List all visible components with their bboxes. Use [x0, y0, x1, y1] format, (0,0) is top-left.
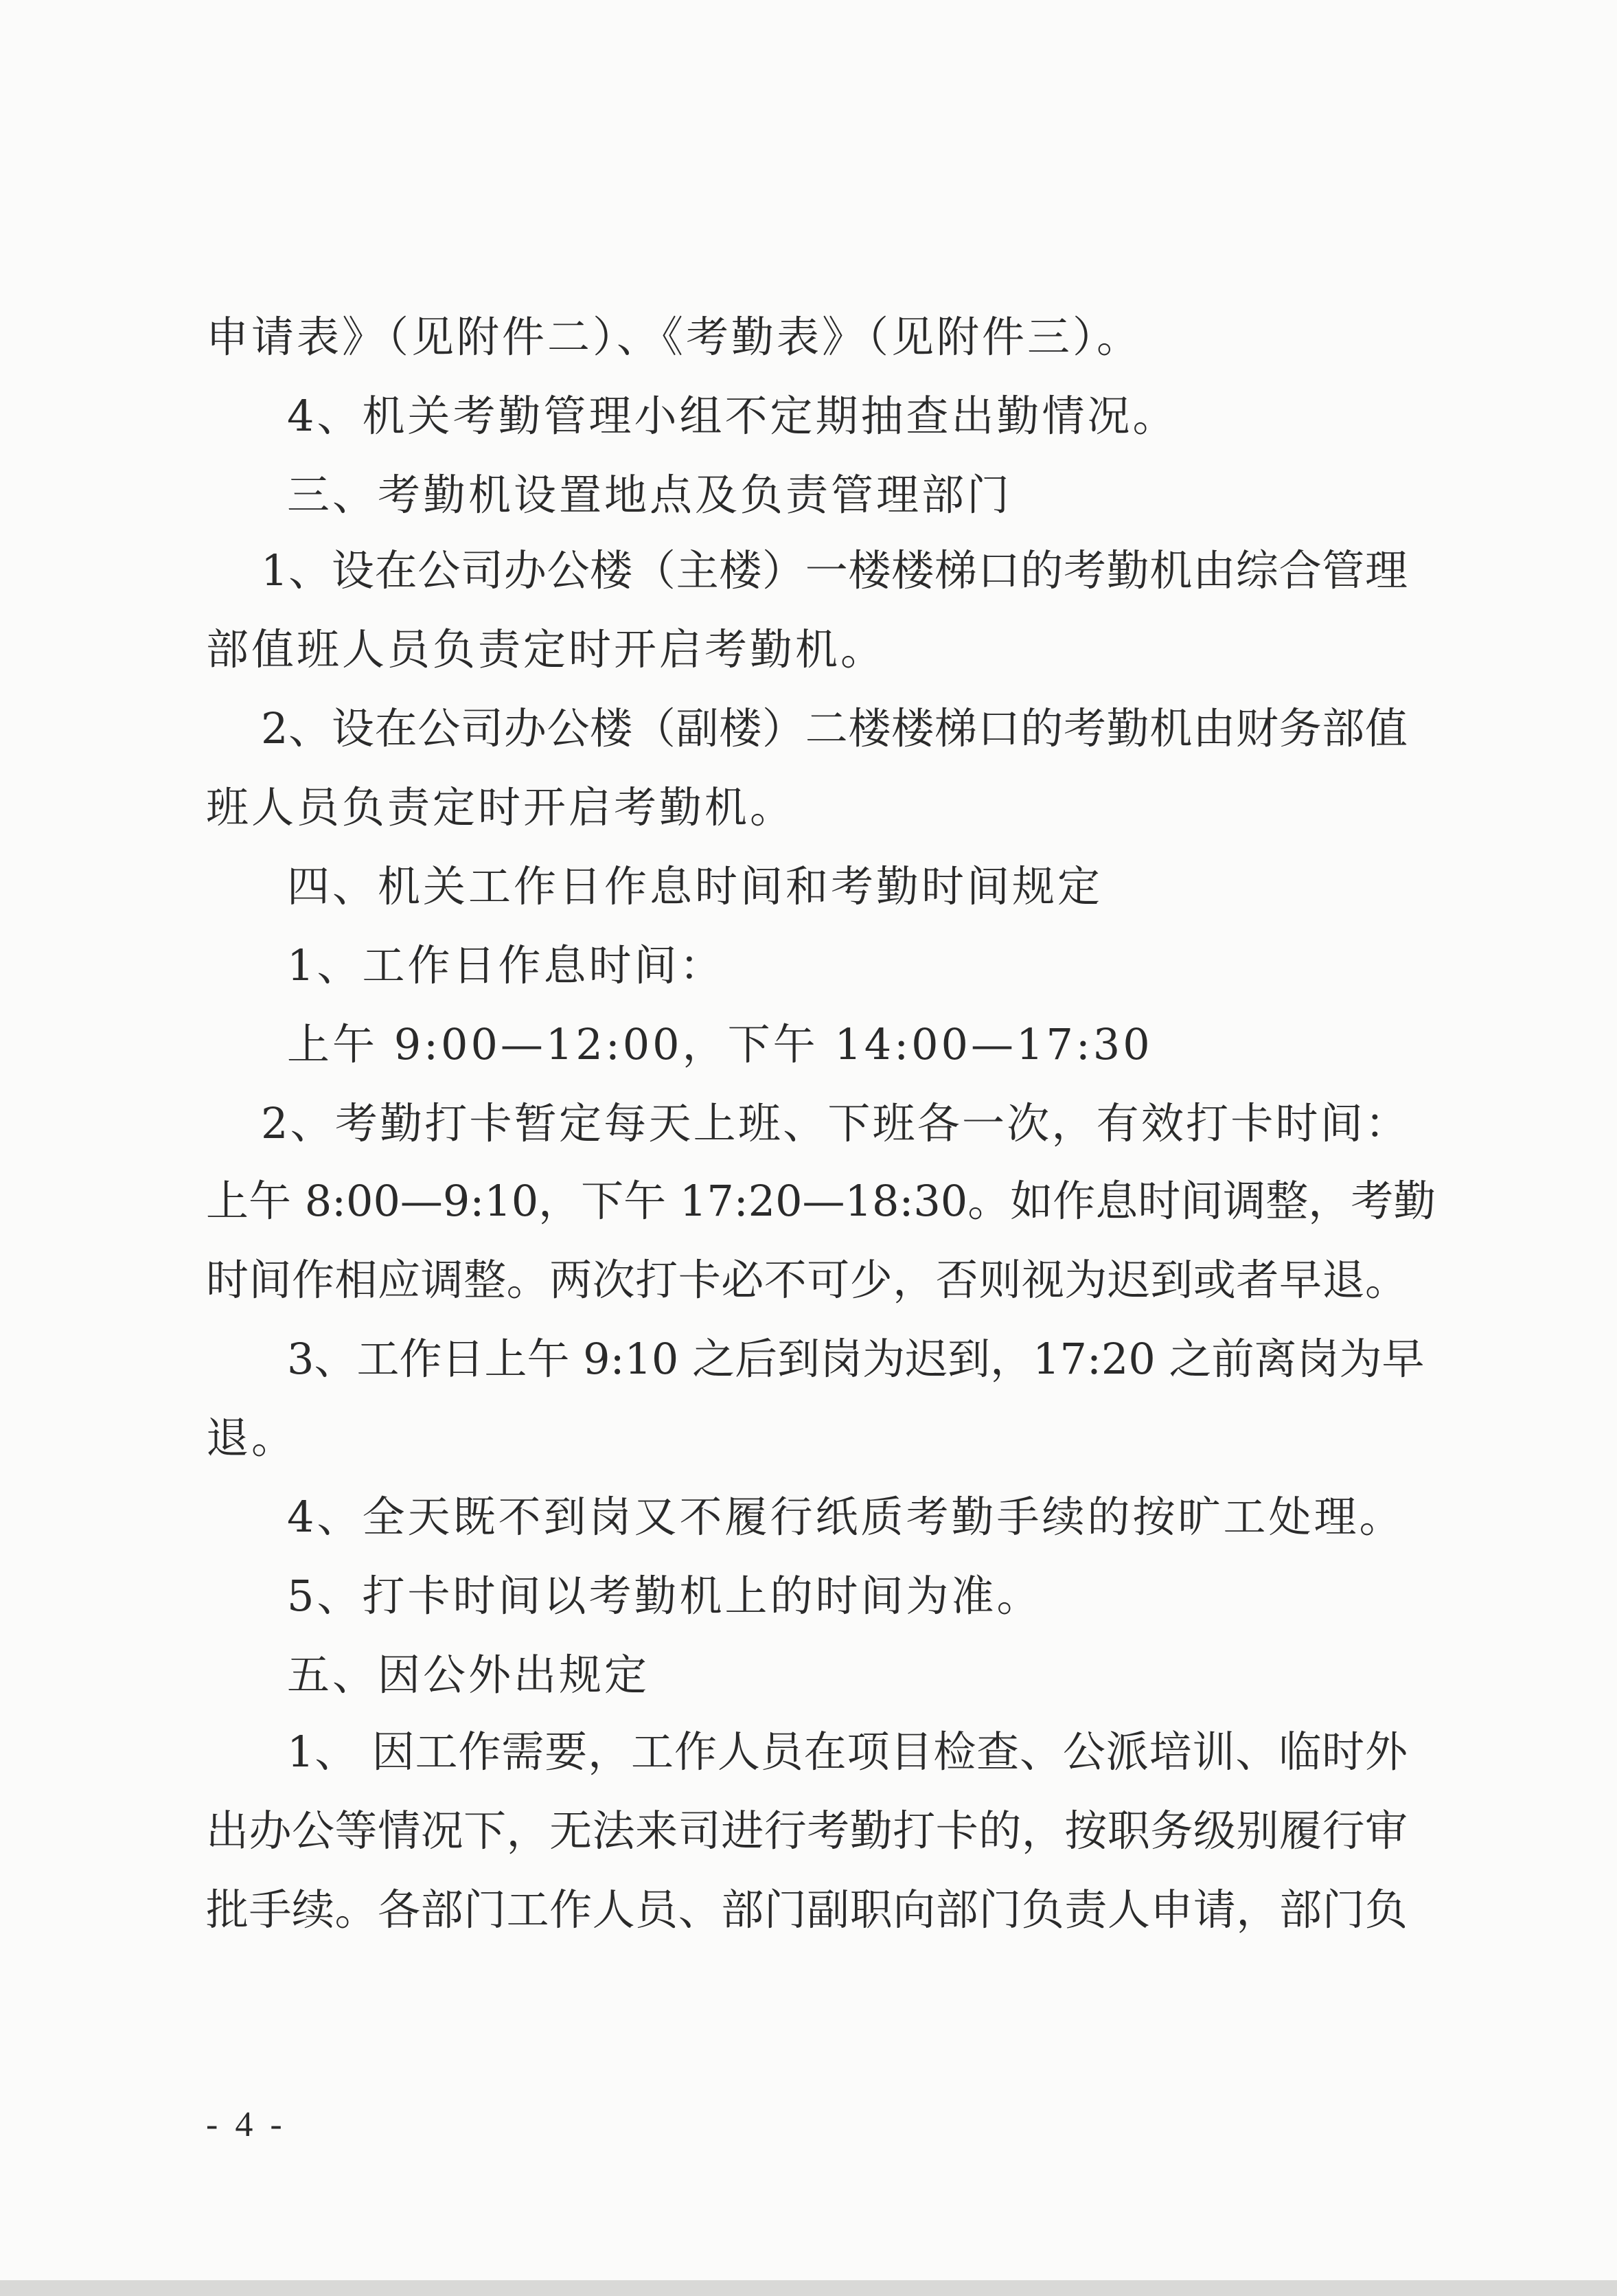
text-line-13: 时间作相应调整。两次打卡必不可少，否则视为迟到或者早退。 [206, 1255, 1408, 1305]
text-line-12: 上午 8:00—9:10，下午 17:20—18:30。如作息时间调整，考勤 [206, 1176, 1436, 1226]
text-line-1: 申请表》（见附件二）、《考勤表》（见附件三）。 [206, 312, 1143, 362]
text-line-6: 2、设在公司办公楼（副楼）二楼楼梯口的考勤机由财务部值 [261, 703, 1408, 753]
text-line-4: 1、设在公司办公楼（主楼）一楼楼梯口的考勤机由综合管理 [261, 545, 1408, 595]
text-line-16: 4、全天既不到岗又不履行纸质考勤手续的按旷工处理。 [287, 1492, 1405, 1542]
page-number: - 4 - [206, 2105, 286, 2144]
text-line-21: 批手续。各部门工作人员、部门副职向部门负责人申请，部门负 [206, 1885, 1408, 1935]
section-heading-5: 五、因公外出规定 [287, 1650, 650, 1700]
text-line-15: 退。 [206, 1413, 297, 1463]
section-heading-3: 三、考勤机设置地点及负责管理部门 [287, 470, 1013, 520]
text-line-17: 5、打卡时间以考勤机上的时间为准。 [287, 1571, 1042, 1621]
text-line-9: 1、工作日作息时间： [287, 940, 725, 990]
text-line-7: 班人员负责定时开启考勤机。 [206, 782, 796, 832]
scan-bottom-edge [0, 2280, 1617, 2296]
text-line-5: 部值班人员负责定时开启考勤机。 [206, 624, 886, 674]
section-heading-4: 四、机关工作日作息时间和考勤时间规定 [287, 861, 1103, 911]
text-line-14: 3、工作日上午 9:10 之后到岗为迟到，17:20 之前离岗为早 [287, 1334, 1425, 1384]
text-line-2: 4、机关考勤管理小组不定期抽查出勤情况。 [287, 391, 1178, 441]
text-line-11: 2、考勤打卡暂定每天上班、下班各一次，有效打卡时间： [261, 1098, 1408, 1148]
text-line-19: 1、 因工作需要，工作人员在项目检查、公派培训、临时外 [287, 1727, 1408, 1777]
text-line-10: 上午 9:00—12:00，下午 14:00—17:30 [287, 1019, 1153, 1069]
text-line-20: 出办公等情况下，无法来司进行考勤打卡的，按职务级别履行审 [206, 1806, 1408, 1856]
